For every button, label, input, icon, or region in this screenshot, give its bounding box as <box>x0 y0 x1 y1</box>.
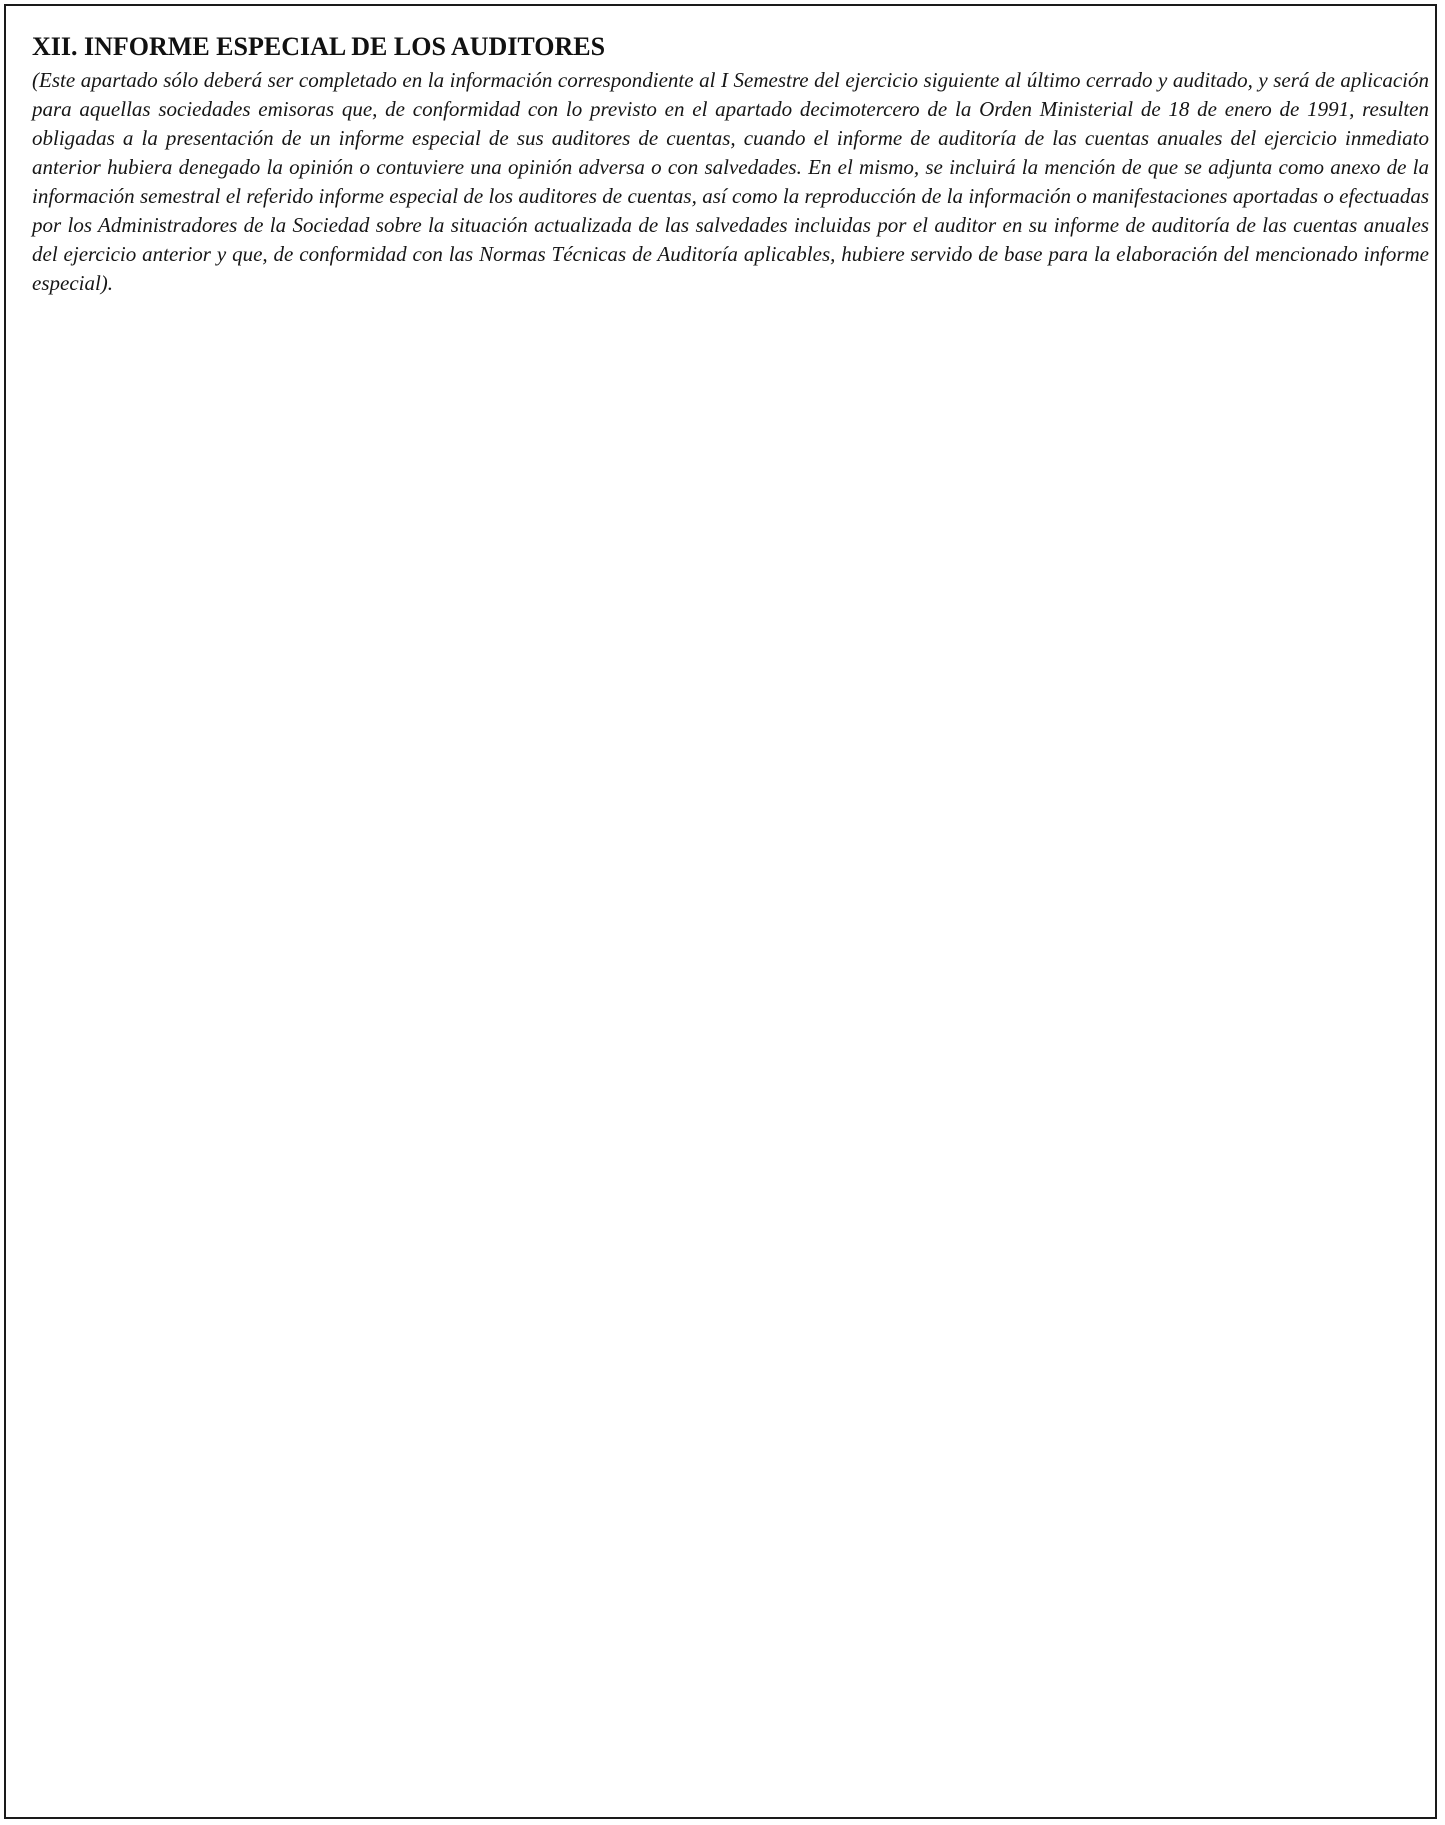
section-heading: XII. INFORME ESPECIAL DE LOS AUDITORES <box>32 32 606 61</box>
document-frame <box>4 4 1437 1819</box>
section-instructions: (Este apartado sólo deberá ser completado en la información correspondiente al I Semestre del ejercicio siguiente al último cerrado y auditado, y será de aplicación para aquellas sociedades emisoras que, de conformidad con lo previsto en el apartado decimotercero de la Orden Ministerial de 18 de enero de 1991, resulten obligadas a la presentación de un informe especial de sus auditores de cuentas, cuando el informe de auditoría de las cuentas anuales del ejercicio inmediato anterior hubiera denegado la opinión o contuviere una opinión adversa o con salvedades. En el mismo, se incluirá la mención de que se adjunta como anexo de la información semestral el referido informe especial de los auditores de cuentas, así como la reproducción de la información o manifestaciones aportadas o efectuadas por los Administradores de la Sociedad sobre la situación actualizada de las salvedades incluidas por el auditor en su informe de auditoría de las cuentas anuales del ejercicio anterior y que, de conformidad con las Normas Técnicas de Auditoría aplicables, hubiere servido de base para la elaboración del mencionado informe especial). <box>32 68 1429 295</box>
section-content <box>32 30 1429 298</box>
